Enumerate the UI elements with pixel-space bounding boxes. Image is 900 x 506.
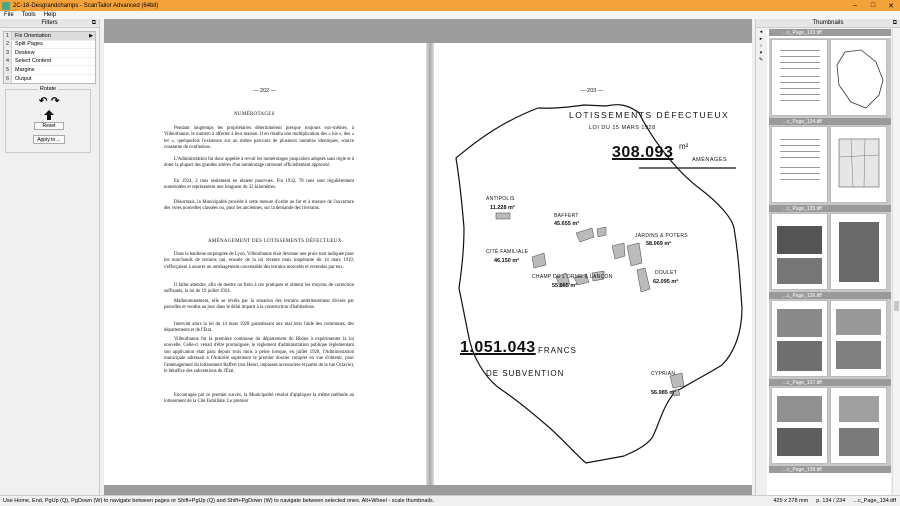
lot-jardins-b	[612, 243, 625, 259]
left-paragraph: Encouragée par ce premier succès, la Municipalité résolut d'appliquer la même méthode au lotissement de la Cité Familiale. Le premier	[164, 393, 354, 405]
status-hint: Use Home, End, PgUp (Q), PgDown (W) to navigate between pages or Shift+PgUp (Q) and Shift+PgDown (W) to navigate between selected ones. Alt+Wheel - scale thumbnails.	[3, 498, 435, 504]
filter-step-split-pages[interactable]	[4, 41, 95, 50]
subsidy-unit: FRANCS	[538, 346, 577, 355]
viewer-top-margin	[104, 19, 752, 43]
thumbnail-tools	[756, 28, 766, 68]
lot-doulet	[637, 268, 650, 292]
rotate-group-label: Rotate	[39, 86, 57, 92]
thumbnails-panel-title: Thumbnails	[812, 20, 844, 26]
right-page	[434, 43, 752, 485]
total-area-label: AMÉNAGÉS	[692, 157, 728, 163]
left-paragraph: Pendant longtemps les propriétaires déterminèrent presque toujours eux-mêmes, à Villeurbanne, le numéro à affecter à leur maison. Il en résulta une multiplication des « bis », des « ter », quelquefois l'existence sur un même parcours de plusieurs numéros identiques, source constante de confusions.	[164, 126, 354, 151]
title-bar	[0, 0, 900, 11]
image-viewer[interactable]	[104, 19, 752, 495]
lot-value-cyprian: 56.985 m²	[651, 390, 677, 396]
thumbnail-page-right	[830, 300, 887, 377]
thumbnail-caption: ...c_Page_137.tiff	[769, 379, 891, 386]
lot-label-doulet: DOULET	[655, 270, 678, 276]
thumbnail-page-right	[830, 39, 887, 116]
thumbnails-panel-header	[756, 19, 900, 28]
menu-help[interactable]: Help	[43, 12, 57, 18]
filter-step-margins[interactable]	[4, 66, 95, 75]
thumbnail-page-right	[830, 387, 887, 464]
lot-value-doulet: 62.095 m²	[653, 279, 679, 285]
left-paragraph: En 1924, 2 rues seulement en étaient pourvues. Fin 1932, 78 rues sont régulièrement numérotées et représentent une longueur de 32 kilomètres.	[164, 179, 354, 191]
thumbnails-panel	[755, 19, 900, 495]
filter-step-fix-orientation[interactable]	[4, 32, 95, 41]
thumbnail-scrollbar[interactable]	[892, 29, 900, 495]
status-dimensions: 425 x 278 mm	[773, 498, 809, 504]
filter-step-label: Output	[15, 75, 32, 82]
thumbnail-plan-icon	[831, 127, 886, 202]
prev-icon[interactable]: ◂	[759, 28, 763, 35]
left-paragraph: Villeurbanne fut la première commune du département du Rhône à expérimenter la loi nouvelle. Celle-ci venait d'être promulguée, le règlement d'administration publique réglementant son application était paru depuis trois mois à peine lorsque, en juillet 1928, l'Administration municipale adressait à l'Autorité supérieure le premier dossier complet en vue d'obtenir, pour l'aménagement du lotissement Baffert (rue Henri, impasses accessoires et partie de la rue Octavie), le bénéfice des subventions de l'État.	[164, 337, 354, 375]
viewer-bottom-margin	[104, 485, 752, 495]
thumbnail-page-left	[771, 387, 828, 464]
left-paragraph: L'Administration fut donc appelée à revoir les numérotages jusqu'alors adoptés sans règle et à doter la plupart des grandes artères d'un numérotage rationnel officiellement approuvé.	[164, 157, 354, 169]
thumbnail-page-left	[771, 300, 828, 377]
lot-value-cite-familiale: 46.150 m²	[494, 258, 520, 264]
lot-cite-familiale	[532, 253, 546, 268]
filter-steps-list	[3, 31, 96, 84]
lot-label-antipolis: ANTIPOLIS	[486, 196, 515, 202]
left-heading-amenagement: AMÉNAGEMENT DES LOTISSEMENTS DÉFECTUEUX	[208, 239, 342, 244]
left-paragraph: Désormais, la Municipalité procède à cette mesure d'ordre au fur et à mesure de l'ouverture des voies nouvelles classées ou, pour les anciennes, sur la demande des riverains.	[164, 200, 354, 212]
play-icon[interactable]: ▶	[89, 32, 93, 39]
filters-panel	[0, 19, 100, 495]
filter-step-label: Margins	[15, 66, 35, 73]
left-paragraph: Dans la banlieue surpeuplée de Lyon, Villeurbanne était devenue une proie tout indiquée pour les marchands de terrains qui, ensuite de la loi récente mais inopérante du 14 mars 1919, s'efforçaient à assurer un aménagement convenable des terrains morcelés et revendus par eux.	[164, 252, 354, 270]
filter-step-number: 4	[4, 58, 12, 66]
lot-jardins	[627, 243, 642, 266]
page-spread[interactable]	[104, 43, 752, 485]
lot-antipolis	[496, 213, 510, 219]
thumbnail-caption: ...c_Page_134.tiff	[769, 118, 891, 125]
lot-value-baffert: 45.655 m²	[554, 221, 580, 227]
thumbnail-caption: ...c_Page_133.tiff	[769, 29, 891, 36]
thumbnail-map-icon	[831, 40, 886, 115]
left-page	[104, 43, 426, 485]
left-paragraph: Intervint alors la loi du 14 mars 1928 garantissant aux mal lotis l'aide des communes, des départements et de l'État.	[164, 322, 354, 334]
left-paragraph: Malheureusement, elle se révéla par la situation des terrains antérieurement divisés par parcelles et vendus au jour dans le délai imparti à la construction d'habitations.	[164, 299, 354, 311]
status-page-info: p. 134 / 234	[816, 498, 846, 504]
thumbnail-caption: ...c_Page_135.tiff	[769, 205, 891, 212]
filter-icon[interactable]: ▾	[759, 49, 763, 56]
status-filename: ...c_Page_134.tiff	[853, 498, 896, 504]
filter-step-label: Deskew	[15, 49, 35, 56]
minimize-button[interactable]: –	[853, 2, 857, 9]
total-area-unit: m²	[679, 142, 689, 151]
thumbnail-page-right	[830, 213, 887, 290]
thumbnail-page-left	[771, 213, 828, 290]
maximize-button[interactable]: □	[870, 2, 876, 9]
filter-step-output[interactable]	[4, 75, 95, 84]
subsidy-label: DE SUBVENTION	[486, 369, 565, 378]
total-area-value: 308.093	[612, 144, 674, 161]
thumbnail-page-left	[771, 126, 828, 203]
apply-to-button[interactable]: Apply to ...	[33, 135, 65, 144]
next-icon[interactable]: ▸	[759, 35, 763, 42]
menu-file[interactable]: File	[4, 12, 14, 18]
lot-value-antipolis: 11.228 m²	[490, 205, 515, 211]
filter-step-deskew[interactable]	[4, 49, 95, 58]
filter-step-number: 5	[4, 66, 12, 74]
map-subtitle: LOI DU 15 MARS 1928	[589, 125, 656, 131]
rotate-left-icon[interactable]: ↶	[39, 96, 48, 107]
lot-baffert	[576, 228, 594, 242]
filter-step-number: 3	[4, 49, 12, 57]
filter-step-select-content[interactable]	[4, 58, 95, 67]
undock-icon[interactable]: ⧉	[892, 20, 897, 26]
edit-icon[interactable]: ✎	[758, 56, 764, 63]
rotate-group	[5, 86, 91, 153]
lot-value-champ-orme: 55.955 m²	[552, 283, 578, 289]
lot-label-cyprian: CYPRIAN	[651, 371, 676, 377]
rotate-right-icon[interactable]: ↷	[51, 96, 60, 107]
menu-tools[interactable]: Tools	[21, 12, 36, 18]
right-page-number: — 203 —	[580, 88, 604, 94]
lot-value-jardins: 58.069 m²	[646, 241, 672, 247]
sort-icon[interactable]: ↕	[759, 42, 763, 49]
filter-step-label: Select Content	[15, 58, 52, 65]
map-title: LOTISSEMENTS DÉFECTUEUX	[569, 110, 730, 120]
lot-label-jardins: JARDINS & POTERS	[635, 233, 688, 239]
thumbnail-scrollbar-handle[interactable]	[894, 301, 899, 311]
window-title: 2C-18-Desgrandchamps - ScanTailor Advanced (64bit)	[13, 2, 159, 9]
filter-step-label: Split Pages	[15, 41, 43, 48]
page-up-orientation-icon	[43, 109, 55, 121]
thumbnail-caption: ...c_Page_136.tiff	[769, 292, 891, 299]
left-page-number: — 202 —	[253, 88, 277, 94]
undock-icon[interactable]: ⧉	[91, 20, 96, 26]
lot-label-baffert: BAFFERT	[554, 213, 579, 219]
status-bar	[0, 495, 900, 506]
lot-label-champ-orme: CHAMP DE L'ORME & LANÇON	[532, 274, 613, 280]
menu-bar	[0, 11, 900, 19]
left-paragraph: Il fallut attendre, afin de mettre un frein à ces pratiques et obtenir les moyens de correction suffisants, la loi du 19 juillet 1924.	[164, 283, 354, 295]
filter-step-label: Fix Orientation	[15, 32, 51, 39]
filter-step-number: 2	[4, 41, 12, 49]
left-heading-numerotages: NUMÉROTAGES	[234, 112, 275, 117]
app-icon	[2, 2, 10, 10]
lot-baffert-b	[597, 227, 606, 237]
lot-label-cite-familiale: CITÉ FAMILIALE	[486, 249, 529, 255]
thumbnail-page-left	[771, 39, 828, 116]
close-button[interactable]: ✕	[888, 2, 894, 10]
filter-step-number: 6	[4, 75, 12, 84]
subsidy-value: 1.051.043	[460, 339, 536, 356]
filter-step-number: 1	[4, 32, 12, 40]
book-gutter	[426, 43, 434, 485]
reset-button[interactable]: Reset	[34, 122, 64, 130]
filters-panel-header	[0, 19, 99, 28]
window-controls	[846, 0, 900, 11]
thumbnail-caption: ...c_Page_138.tiff	[769, 466, 891, 473]
thumbnail-page-right	[830, 126, 887, 203]
filters-panel-title: Filters	[41, 20, 58, 26]
thumbnail-list[interactable]	[767, 29, 891, 495]
